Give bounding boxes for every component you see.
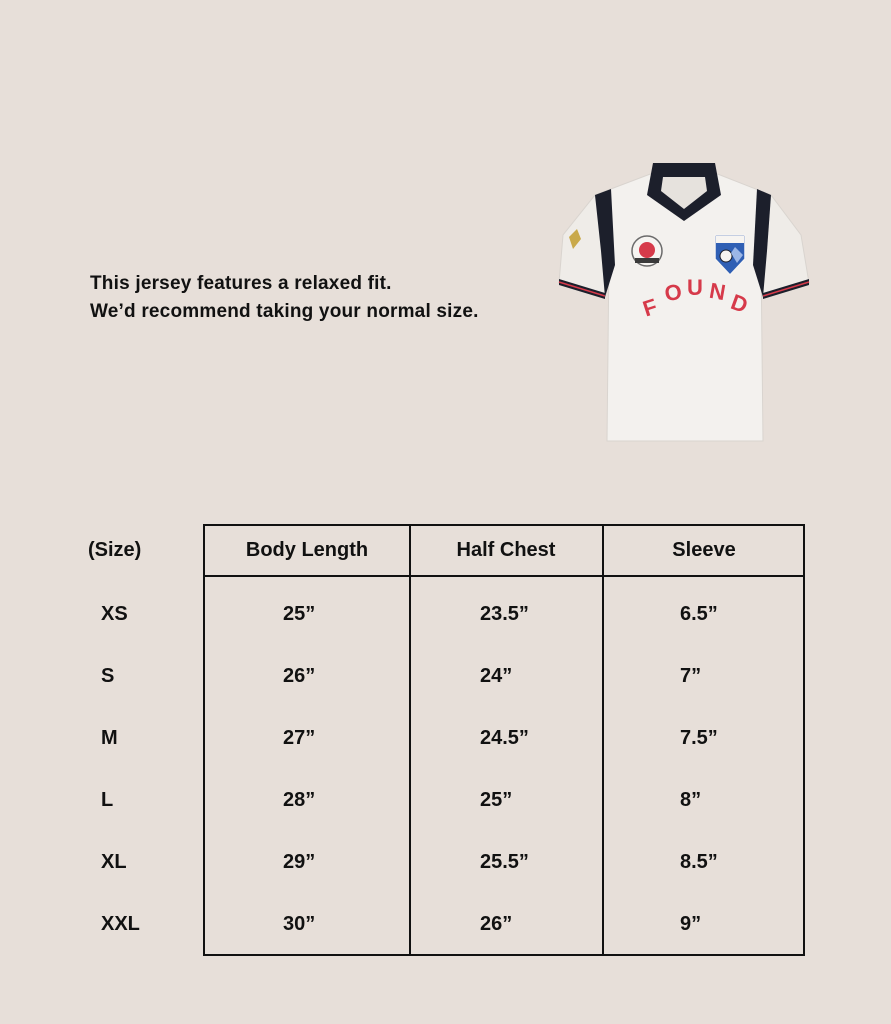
sleeve-m: 7.5” [680,727,718,749]
sleeve-xs: 6.5” [680,603,718,625]
size-label-xxl: XXL [101,913,140,935]
svg-text:N: N [707,277,728,306]
size-label-s: S [101,665,115,687]
sleeve-l: 8” [680,789,702,811]
body-length-xl: 29” [283,851,316,873]
body-length-xxl: 30” [283,913,316,935]
svg-text:O: O [662,278,684,307]
jersey-left-badge [632,236,662,266]
fit-description [90,270,479,326]
size-label-l: L [101,789,114,811]
column-header-sleeve: Sleeve [672,539,736,561]
jersey-image [555,155,813,447]
body-length-m: 27” [283,727,316,749]
body-length-l: 28” [283,789,316,811]
svg-text:F: F [639,293,661,322]
half-chest-xxl: 26” [480,913,513,935]
sleeve-xl: 8.5” [680,851,718,873]
svg-text:D: D [727,289,752,319]
grid-divider [409,526,411,954]
half-chest-l: 25” [480,789,513,811]
size-label-m: M [101,727,118,749]
column-header-half-chest: Half Chest [456,539,556,561]
fit-description-line-1: This jersey features a relaxed fit. [90,273,392,294]
svg-text:U: U [687,275,703,300]
half-chest-xl: 25.5” [480,851,529,873]
sleeve-xxl: 9” [680,913,702,935]
size-label-xl: XL [101,851,127,873]
size-label-xs: XS [101,603,128,625]
column-header-body-length: Body Length [245,539,369,561]
size-column-header: (Size) [88,539,142,561]
sleeve-s: 7” [680,665,702,687]
fit-description-line-2: We’d recommend taking your normal size. [90,301,479,322]
half-chest-xs: 23.5” [480,603,529,625]
half-chest-s: 24” [480,665,513,687]
header-divider [205,575,803,577]
grid-divider [602,526,604,954]
half-chest-m: 24.5” [480,727,529,749]
body-length-s: 26” [283,665,316,687]
body-length-xs: 25” [283,603,316,625]
